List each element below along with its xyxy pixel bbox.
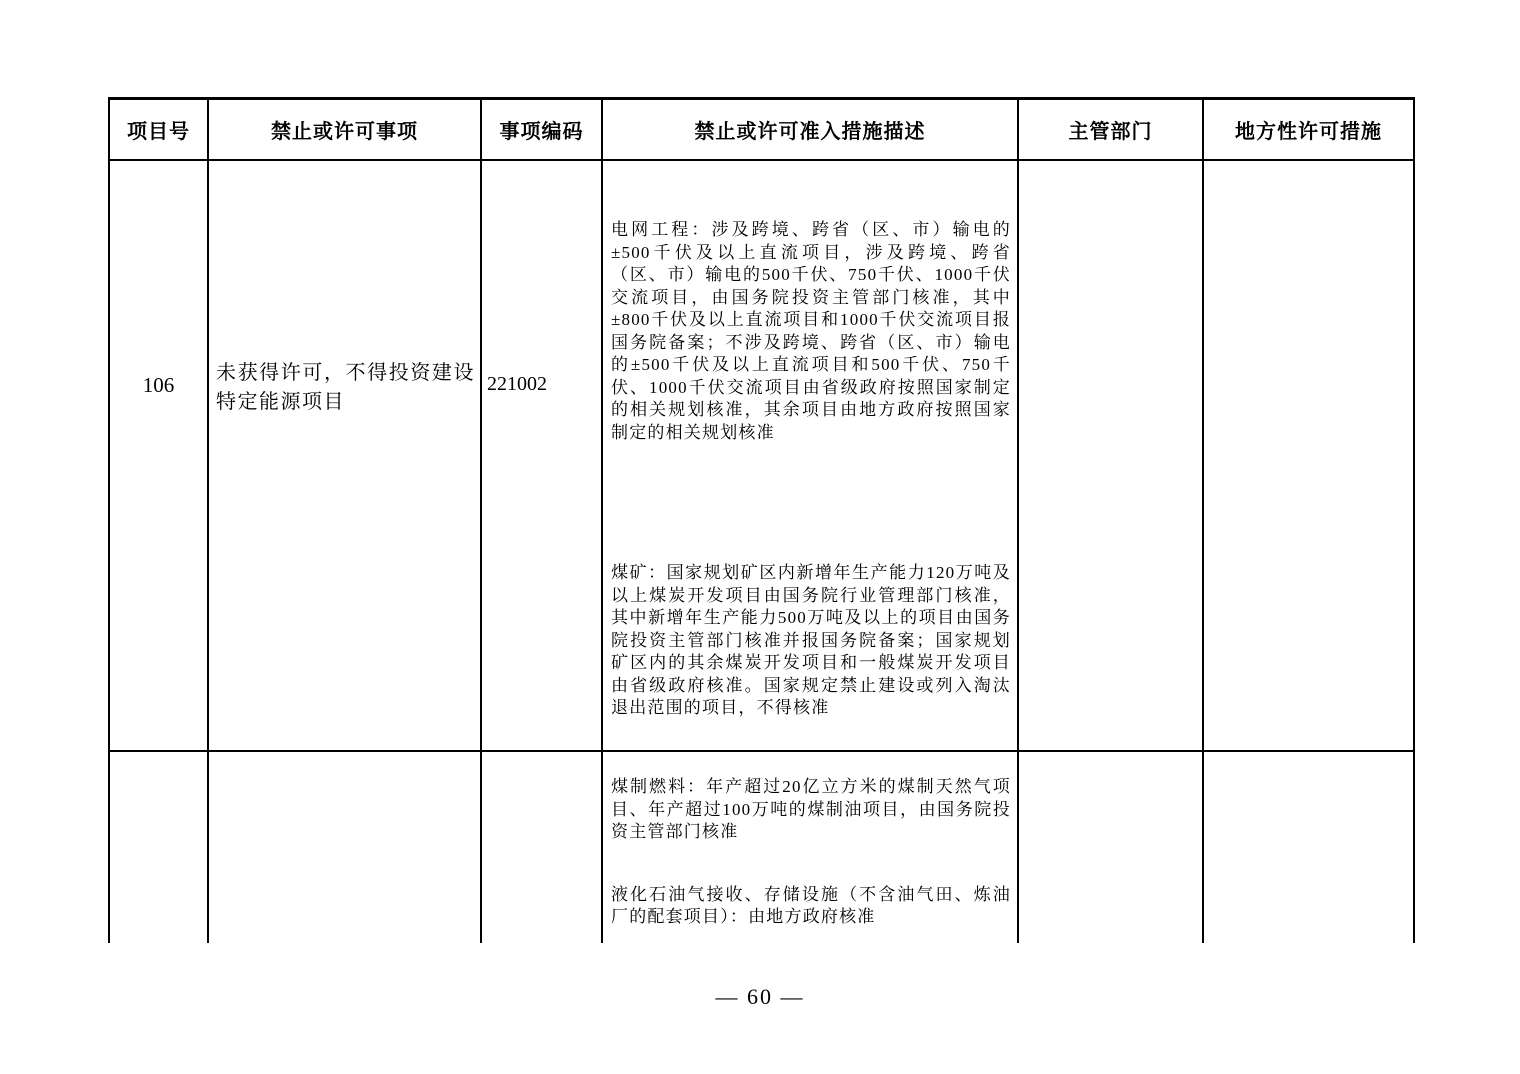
header-item-no <box>110 100 209 161</box>
row1-item-no <box>110 161 209 752</box>
row1-local-measures <box>1204 161 1415 752</box>
row1-measures-description <box>603 161 1019 752</box>
row2-measures-description <box>603 752 1019 943</box>
header-prohibited-matter-label: 禁止或许可事项 <box>271 121 418 143</box>
row1-department <box>1019 161 1204 752</box>
header-matter-code-label: 事项编码 <box>499 121 584 143</box>
header-prohibited-matter <box>209 100 482 161</box>
row2-department <box>1019 752 1204 943</box>
measure-paragraph-coal-fuel: 煤制燃料：年产超过20亿立方米的煤制天然气项目、年产超过100万吨的煤制油项目，由国务院投资主管部门核准 <box>611 777 1011 841</box>
measure-paragraph-lpg: 液化石油气接收、存储设施（不含油气田、炼油厂的配套项目）：由地方政府核准 <box>611 884 1011 926</box>
page-number: — 60 — <box>715 984 805 1009</box>
header-department <box>1019 100 1204 161</box>
row2-prohibited-matter <box>209 752 482 943</box>
header-matter-code <box>482 100 603 161</box>
measure-paragraph-power-grid: 电网工程：涉及跨境、跨省（区、市）输电的±500千伏及以上直流项目，涉及跨境、跨省（区、市）输电的500千伏、750千伏、1000千伏交流项目，由国务院投资主管部门核准，其中±800千伏及以上直流项目和1000千伏交流项目报国务院备案；不涉及跨境、跨省（区、市）输电的±500千伏及以上直流项目和500千伏、750千伏、1000千伏交流项目由省级政府按照国家制定的相关规划核准，其余项目由地方政府按照国家制定的相关规划核准 <box>611 220 1011 442</box>
row2-local-measures <box>1204 752 1415 943</box>
row1-matter-code <box>482 161 603 752</box>
item-no-value: 106 <box>142 373 175 397</box>
header-local-measures-label: 地方性许可措施 <box>1235 121 1382 143</box>
row1-prohibited-matter <box>209 161 482 752</box>
header-department-label: 主管部门 <box>1068 121 1153 143</box>
access-measures-table <box>108 97 1415 943</box>
matter-code-value: 221002 <box>487 373 547 395</box>
header-measures-description-label: 禁止或许可准入措施描述 <box>694 121 926 143</box>
row2-item-no <box>110 752 209 943</box>
prohibited-matter-text: 未获得许可，不得投资建设特定能源项目 <box>216 362 475 413</box>
row2-matter-code <box>482 752 603 943</box>
header-item-no-label: 项目号 <box>127 121 190 143</box>
header-measures-description <box>603 100 1019 161</box>
measure-paragraph-coal-mine: 煤矿：国家规划矿区内新增年生产能力120万吨及以上煤炭开发项目由国务院行业管理部门核准，其中新增年生产能力500万吨及以上的项目由国务院投资主管部门核准并报国务院备案；国家规划矿区内的其余煤炭开发项目和一般煤炭开发项目由省级政府核准。国家规定禁止建设或列入淘汰退出范围的项目，不得核准 <box>611 563 1011 717</box>
header-local-measures <box>1204 100 1415 161</box>
